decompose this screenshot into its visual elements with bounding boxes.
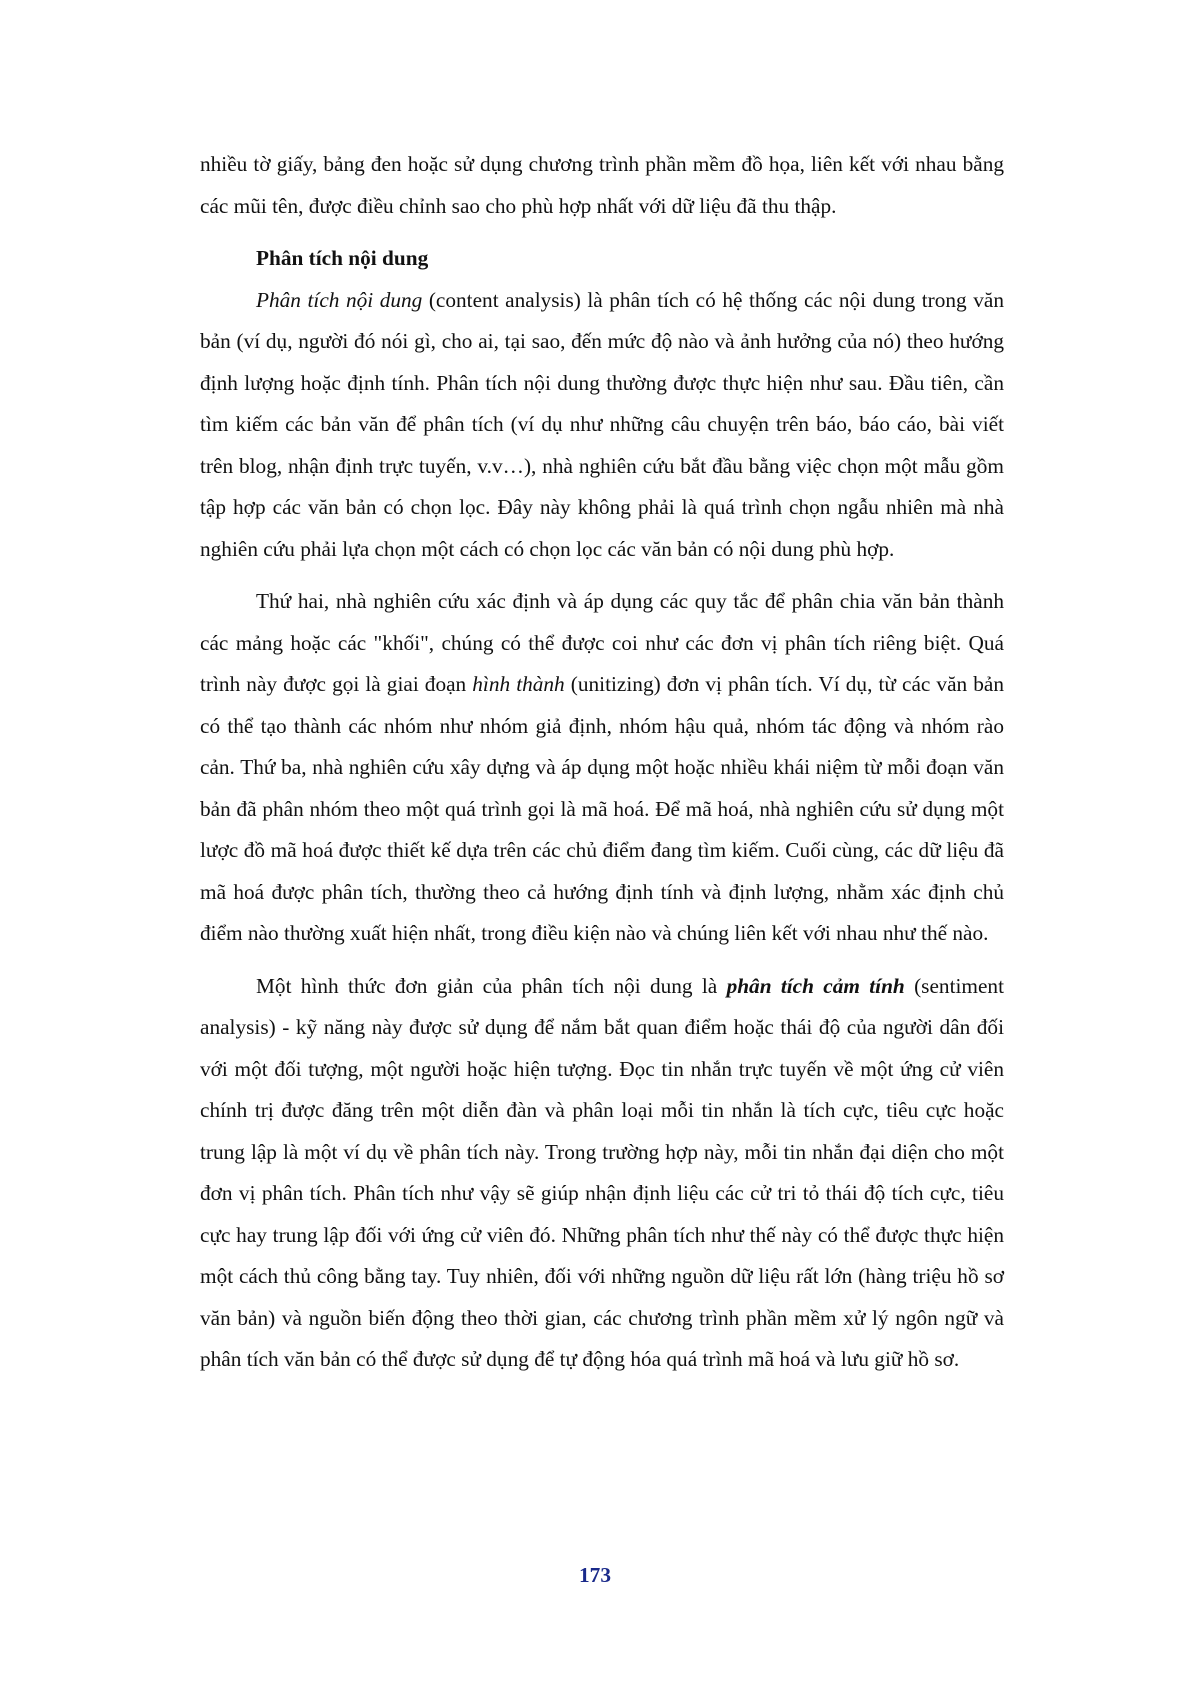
paragraph-3-text-after: (sentiment analysis) - kỹ năng này được sử dụng để nắm bắt quan điểm hoặc thái độ của người dân đối với một đối tượng, một người hoặc hiện tượng. Đọc tin nhắn trực tuyến về một ứng cử viên chính trị được đăng trên một diễn đàn và phân loại mỗi tin nhắn là tích cực, tiêu cực hoặc trung lập là một ví dụ về phân tích này. Trong trường hợp này, mỗi tin nhắn đại diện cho một đơn vị phân tích. Phân tích như vậy sẽ giúp nhận định liệu các cử tri tỏ thái độ tích cực, tiêu cực hay trung lập đối với ứng cử viên đó. Những phân tích như thế này có thể được thực hiện một cách thủ công bằng tay. Tuy nhiên, đối với những nguồn dữ liệu rất lớn (hàng triệu hồ sơ văn bản) và nguồn biến động theo thời gian, các chương trình phần mềm xử lý ngôn ngữ và phân tích văn bản có thể được sử dụng để tự động hóa quá trình mã hoá và lưu giữ hồ sơ. <box>200 973 1004 1371</box>
paragraph-unitizing <box>200 581 1004 955</box>
term-content-analysis: Phân tích nội dung <box>256 287 423 312</box>
paragraph-2-text-before: Thứ hai, nhà nghiên cứu xác định và áp dụng các quy tắc để phân chia văn bản thành các mảng hoặc các "khối", chúng có thể được coi như các đơn vị phân tích riêng biệt. Quá trình này được gọi là giai đoạn <box>200 589 1004 696</box>
paragraph-2-text-after: (unitizing) đơn vị phân tích. Ví dụ, từ các văn bản có thể tạo thành các nhóm như nhóm giả định, nhóm hậu quả, nhóm tác động và nhóm rào cản. Thứ ba, nhà nghiên cứu xây dựng và áp dụng một hoặc nhiều khái niệm từ mỗi đoạn văn bản đã phân nhóm theo một quá trình gọi là mã hoá. Để mã hoá, nhà nghiên cứu sử dụng một lược đồ mã hoá được thiết kế dựa trên các chủ điểm đang tìm kiếm. Cuối cùng, các dữ liệu đã mã hoá được phân tích, thường theo cả hướng định tính và định lượng, nhằm xác định chủ điểm nào thường xuất hiện nhất, trong điều kiện nào và chúng liên kết với nhau như thế nào. <box>200 672 1004 945</box>
page-number: 173 <box>579 1563 611 1587</box>
paragraph-sentiment-analysis <box>200 966 1004 1381</box>
paragraph-1-text: (content analysis) là phân tích có hệ thống các nội dung trong văn bản (ví dụ, người đó nói gì, cho ai, tại sao, đến mức độ nào và ảnh hưởng của nó) theo hướng định lượng hoặc định tính. Phân tích nội dung thường được thực hiện như sau. Đầu tiên, cần tìm kiếm các bản văn để phân tích (ví dụ như những câu chuyện trên báo, báo cáo, bài viết trên blog, nhận định trực tuyến, v.v…), nhà nghiên cứu bắt đầu bằng việc chọn một mẫu gồm tập hợp các văn bản có chọn lọc. Đây này không phải là quá trình chọn ngẫu nhiên mà nhà nghiên cứu phải lựa chọn một cách có chọn lọc các văn bản có nội dung phù hợp. <box>200 287 1004 561</box>
term-sentiment-analysis: phân tích cảm tính <box>726 973 905 998</box>
paragraph-content-analysis <box>200 280 1004 571</box>
section-heading: Phân tích nội dung <box>256 246 429 270</box>
paragraph-3-text-before: Một hình thức đơn giản của phân tích nội dung là <box>256 973 727 998</box>
page-body <box>200 144 1004 1381</box>
intro-paragraph: nhiều tờ giấy, bảng đen hoặc sử dụng chương trình phần mềm đồ họa, liên kết với nhau bằng các mũi tên, được điều chỉnh sao cho phù hợp nhất với dữ liệu đã thu thập. <box>200 152 1004 218</box>
term-unitizing: hình thành <box>472 672 565 696</box>
